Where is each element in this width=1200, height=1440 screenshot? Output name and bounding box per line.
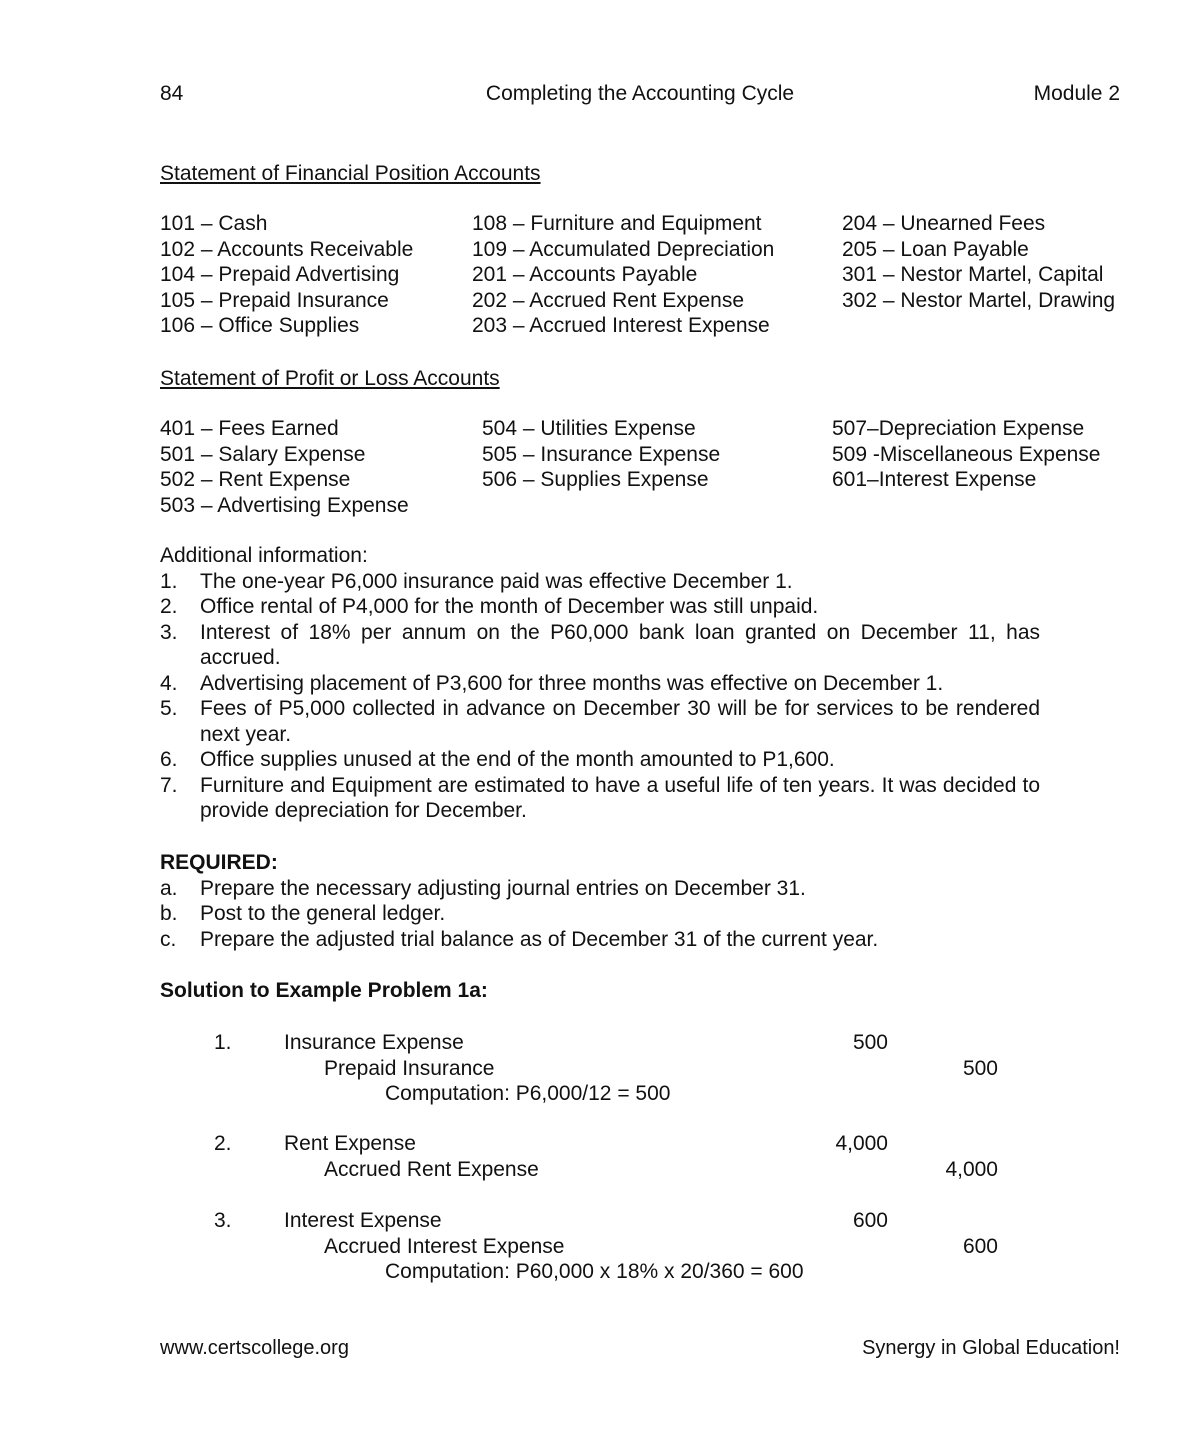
credit-amount: 500 — [962, 1056, 998, 1080]
list-item — [160, 747, 1040, 773]
computation: Computation: P6,000/12 = 500 — [385, 1082, 671, 1105]
account-item: 109 – Accumulated Depreciation — [472, 237, 775, 261]
additional-information — [160, 543, 1040, 824]
list-item — [160, 901, 1040, 927]
account-item: 102 – Accounts Receivable — [160, 237, 414, 261]
account-item: 505 – Insurance Expense — [482, 442, 721, 466]
solution-heading: Solution to Example Problem 1a: — [160, 979, 488, 1002]
list-item — [160, 671, 1040, 697]
list-item — [160, 696, 1040, 747]
list-item — [160, 594, 1040, 620]
account-item: 302 – Nestor Martel, Drawing — [842, 288, 1116, 312]
account-item: 601–Interest Expense — [832, 468, 1037, 491]
spl-column-1 — [160, 416, 409, 518]
account-item: 203 – Accrued Interest Expense — [472, 314, 770, 337]
debit-amount: 4,000 — [835, 1132, 888, 1155]
sfp-heading: Statement of Financial Position Accounts — [160, 162, 541, 185]
account-item: 501 – Salary Expense — [160, 442, 366, 466]
debit-amount: 500 — [852, 1031, 888, 1054]
item-text: Office rental of P4,000 for the month of December was still unpaid. — [200, 595, 819, 618]
account-item: 104 – Prepaid Advertising — [160, 263, 400, 286]
sfp-column-1 — [160, 211, 413, 339]
item-number: 7. — [160, 773, 178, 797]
account-item: 106 – Office Supplies — [160, 314, 360, 337]
account-item: 101 – Cash — [160, 212, 268, 235]
page-title: Completing the Accounting Cycle — [485, 82, 795, 105]
module-label: Module 2 — [1033, 82, 1120, 105]
debit-account: Insurance Expense — [284, 1031, 464, 1054]
list-item — [160, 876, 1040, 902]
account-item: 105 – Prepaid Insurance — [160, 288, 389, 312]
account-item: 201 – Accounts Payable — [472, 263, 698, 286]
item-text: The one-year P6,000 insurance paid was effective December 1. — [200, 569, 793, 593]
list-item — [160, 927, 1040, 953]
item-text: Interest of 18% per annum on the P60,000 bank loan granted on December 11, has accrued. — [200, 620, 1040, 669]
account-item: 506 – Supplies Expense — [482, 468, 709, 491]
credit-account: Accrued Interest Expense — [324, 1234, 565, 1258]
list-item — [160, 569, 1040, 595]
page-number: 84 — [160, 82, 184, 105]
account-item: 205 – Loan Payable — [842, 237, 1029, 261]
account-item: 301 – Nestor Martel, Capital — [842, 263, 1104, 286]
account-item: 202 – Accrued Rent Expense — [472, 288, 745, 312]
debit-account: Rent Expense — [284, 1132, 416, 1155]
debit-amount: 600 — [852, 1209, 888, 1232]
list-item — [160, 620, 1040, 671]
item-number: 3. — [160, 620, 178, 644]
spl-column-3 — [832, 416, 1101, 493]
item-letter: c. — [160, 927, 177, 951]
item-text: Office supplies unused at the end of the month amounted to P1,600. — [200, 748, 835, 771]
credit-account: Prepaid Insurance — [324, 1056, 495, 1080]
item-text: Prepare the necessary adjusting journal entries on December 31. — [200, 876, 806, 900]
debit-account: Interest Expense — [284, 1209, 442, 1232]
item-text: Furniture and Equipment are estimated to have a useful life of ten years. It was decided to provide depreciation for December. — [200, 773, 1040, 822]
item-letter: a. — [160, 876, 178, 900]
item-number: 4. — [160, 671, 178, 695]
footer-slogan: Synergy in Global Education! — [862, 1337, 1120, 1359]
item-text: Fees of P5,000 collected in advance on December 30 will be for services to be rendered next year. — [200, 697, 1040, 746]
account-item: 503 – Advertising Expense — [160, 493, 409, 517]
item-number: 2. — [160, 595, 178, 618]
required-section — [160, 850, 1040, 952]
account-item: 108 – Furniture and Equipment — [472, 212, 762, 235]
item-text: Advertising placement of P3,600 for three months was effective on December 1. — [200, 671, 944, 695]
additional-heading: Additional information: — [160, 544, 368, 567]
entry-number: 2. — [214, 1132, 232, 1155]
item-number: 6. — [160, 748, 178, 771]
required-heading: REQUIRED: — [160, 851, 278, 874]
account-item: 401 – Fees Earned — [160, 417, 339, 440]
item-number: 1. — [160, 569, 178, 593]
item-number: 5. — [160, 697, 178, 720]
item-text: Post to the general ledger. — [200, 902, 446, 925]
account-item: 509 -Miscellaneous Expense — [832, 442, 1101, 466]
account-item: 507–Depreciation Expense — [832, 417, 1085, 440]
spl-column-2 — [482, 416, 720, 493]
account-item: 204 – Unearned Fees — [842, 212, 1046, 235]
list-item — [160, 773, 1040, 824]
computation: Computation: P60,000 x 18% x 20/360 = 600 — [385, 1260, 804, 1283]
spl-heading: Statement of Profit or Loss Accounts — [160, 367, 500, 390]
credit-amount: 4,000 — [945, 1157, 998, 1181]
account-item: 502 – Rent Expense — [160, 468, 351, 491]
entry-number: 3. — [214, 1209, 232, 1232]
credit-amount: 600 — [962, 1234, 998, 1258]
sfp-column-3 — [842, 211, 1115, 313]
entry-number: 1. — [214, 1031, 232, 1054]
credit-account: Accrued Rent Expense — [324, 1157, 539, 1181]
item-text: Prepare the adjusted trial balance as of December 31 of the current year. — [200, 927, 879, 951]
footer-website: www.certscollege.org — [160, 1337, 349, 1359]
sfp-column-2 — [472, 211, 774, 339]
item-letter: b. — [160, 902, 178, 925]
account-item: 504 – Utilities Expense — [482, 417, 696, 440]
